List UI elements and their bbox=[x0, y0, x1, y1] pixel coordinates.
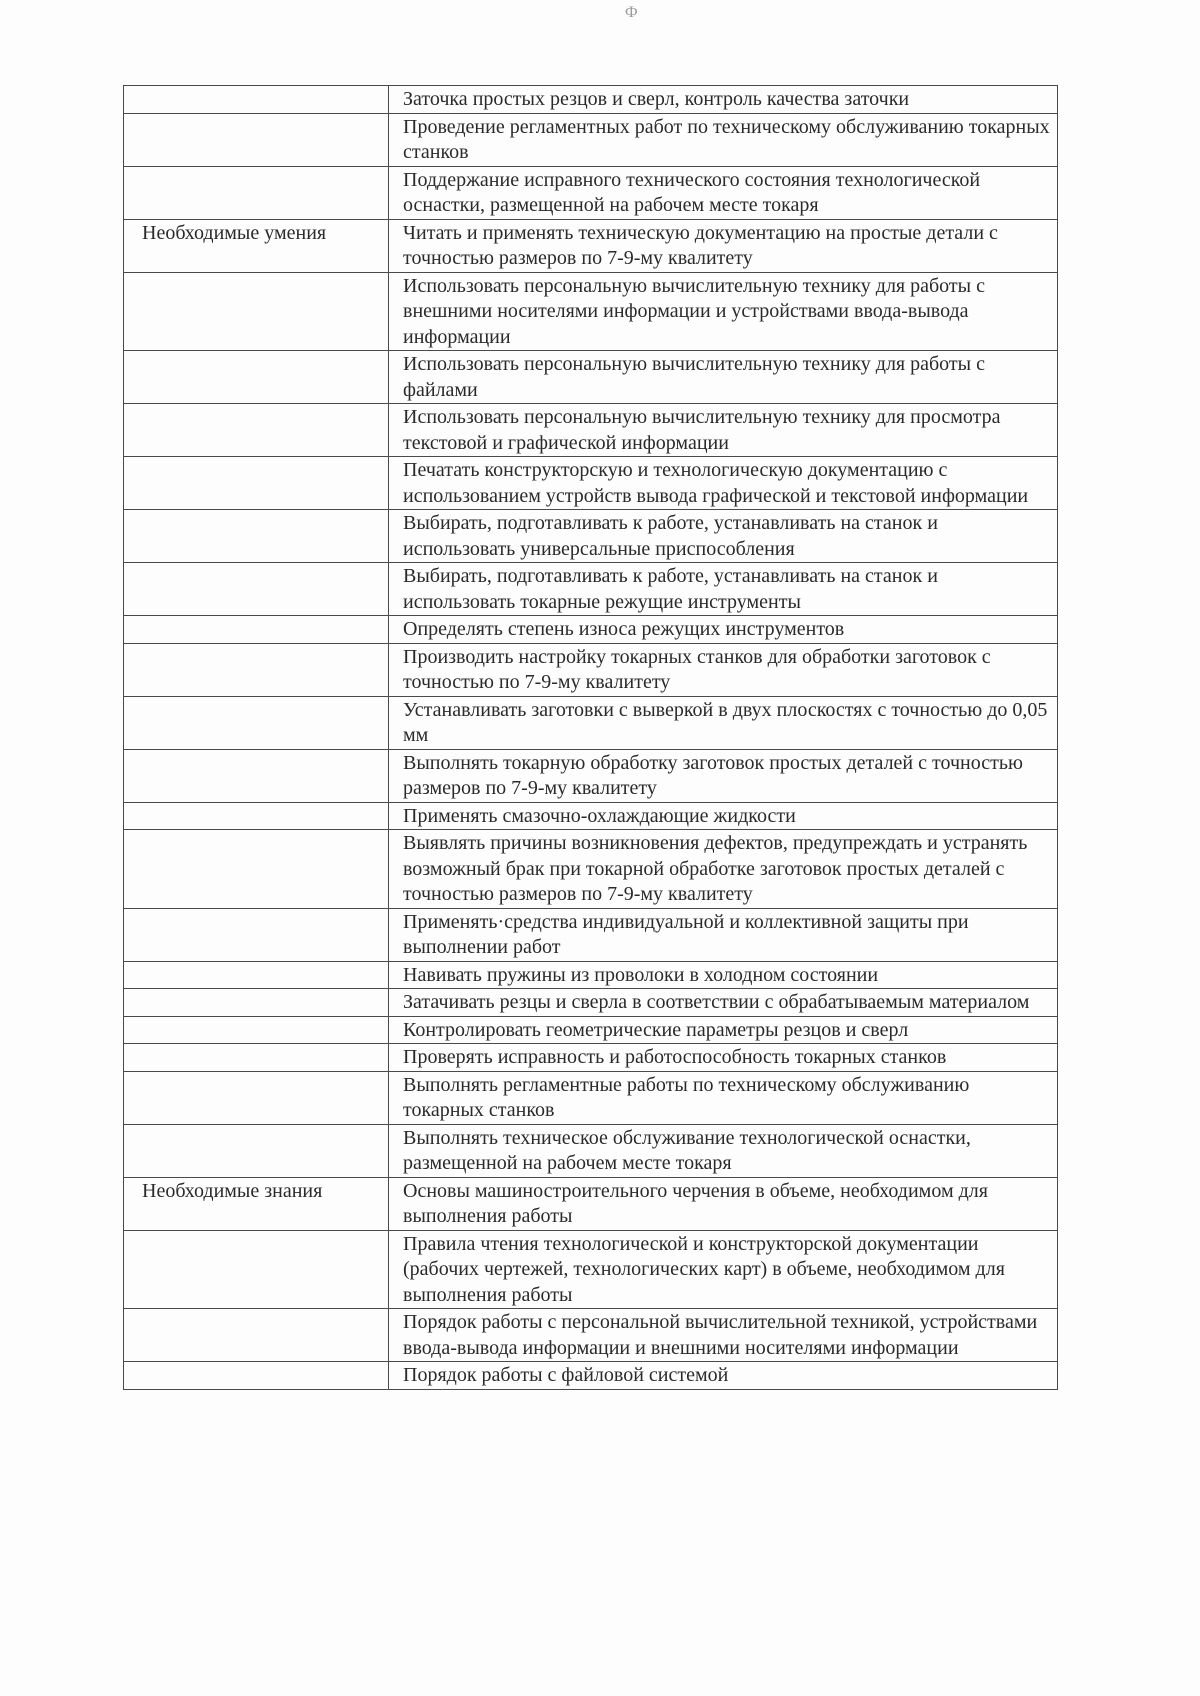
table-row bbox=[124, 749, 1058, 802]
requirement-text-cell: Выполнять техническое обслуживание технологической оснастки, размещенной на рабочем месте токаря bbox=[389, 1124, 1058, 1177]
requirement-text-cell: Читать и применять техническую документацию на простые детали с точностью размеров по 7-9-му квалитету bbox=[389, 219, 1058, 272]
section-label-cell bbox=[124, 1230, 389, 1309]
requirement-text-cell: Проверять исправность и работоспособность токарных станков bbox=[389, 1044, 1058, 1072]
section-label-cell bbox=[124, 166, 389, 219]
requirement-text-cell: Выполнять токарную обработку заготовок простых деталей с точностью размеров по 7-9-му квалитету bbox=[389, 749, 1058, 802]
requirement-text-cell: Порядок работы с файловой системой bbox=[389, 1362, 1058, 1390]
table-row bbox=[124, 272, 1058, 351]
requirement-text-cell: Устанавливать заготовки с выверкой в двух плоскостях с точностью до 0,05 мм bbox=[389, 696, 1058, 749]
section-label-cell bbox=[124, 1309, 389, 1362]
section-label-cell bbox=[124, 961, 389, 989]
requirement-text-cell: Затачивать резцы и сверла в соответствии с обрабатываемым материалом bbox=[389, 989, 1058, 1017]
table-row bbox=[124, 510, 1058, 563]
table-row bbox=[124, 1230, 1058, 1309]
section-label-cell bbox=[124, 1071, 389, 1124]
requirement-text-cell: Печатать конструкторскую и технологическую документацию с использованием устройств вывода графической и текстовой информации bbox=[389, 457, 1058, 510]
table-row bbox=[124, 563, 1058, 616]
section-label-cell bbox=[124, 351, 389, 404]
section-label-cell bbox=[124, 272, 389, 351]
requirement-text-cell: Выполнять регламентные работы по техническому обслуживанию токарных станков bbox=[389, 1071, 1058, 1124]
section-label-cell bbox=[124, 1044, 389, 1072]
table-row bbox=[124, 1071, 1058, 1124]
requirement-text-cell: Правила чтения технологической и конструкторской документации (рабочих чертежей, технологических карт) в объеме, необходимом для выполнения работы bbox=[389, 1230, 1058, 1309]
requirement-text-cell: Проведение регламентных работ по техническому обслуживанию токарных станков bbox=[389, 113, 1058, 166]
section-label-cell bbox=[124, 696, 389, 749]
table-row bbox=[124, 457, 1058, 510]
table-row bbox=[124, 219, 1058, 272]
section-label-cell bbox=[124, 1362, 389, 1390]
table-row bbox=[124, 1124, 1058, 1177]
section-label-cell bbox=[124, 616, 389, 644]
table-row bbox=[124, 1177, 1058, 1230]
table-row bbox=[124, 86, 1058, 114]
requirement-text-cell: Применять смазочно-охлаждающие жидкости bbox=[389, 802, 1058, 830]
competency-table bbox=[123, 85, 1058, 1390]
table-row bbox=[124, 1309, 1058, 1362]
requirement-text-cell: Применять·средства индивидуальной и коллективной защиты при выполнении работ bbox=[389, 908, 1058, 961]
table-body bbox=[124, 86, 1058, 1390]
requirement-text-cell: Порядок работы с персональной вычислительной техникой, устройствами ввода-вывода информации и внешними носителями информации bbox=[389, 1309, 1058, 1362]
table-row bbox=[124, 404, 1058, 457]
requirement-text-cell: Выбирать, подготавливать к работе, устанавливать на станок и использовать токарные режущие инструменты bbox=[389, 563, 1058, 616]
table-row bbox=[124, 616, 1058, 644]
section-label-cell bbox=[124, 86, 389, 114]
requirement-text-cell: Использовать персональную вычислительную технику для работы с внешними носителями информации и устройствами ввода-вывода информации bbox=[389, 272, 1058, 351]
section-label-cell bbox=[124, 510, 389, 563]
requirement-text-cell: Навивать пружины из проволоки в холодном состоянии bbox=[389, 961, 1058, 989]
section-label-cell bbox=[124, 830, 389, 909]
requirement-text-cell: Контролировать геометрические параметры резцов и сверл bbox=[389, 1016, 1058, 1044]
requirement-text-cell: Выбирать, подготавливать к работе, устанавливать на станок и использовать универсальные приспособления bbox=[389, 510, 1058, 563]
table-row bbox=[124, 802, 1058, 830]
table-row bbox=[124, 351, 1058, 404]
requirement-text-cell: Использовать персональную вычислительную технику для работы с файлами bbox=[389, 351, 1058, 404]
table-row bbox=[124, 961, 1058, 989]
table-row bbox=[124, 830, 1058, 909]
table-row bbox=[124, 113, 1058, 166]
section-label-cell: Необходимые знания bbox=[124, 1177, 389, 1230]
section-label-cell bbox=[124, 643, 389, 696]
table-row bbox=[124, 166, 1058, 219]
table-row bbox=[124, 696, 1058, 749]
page-number-mark: Ф bbox=[625, 4, 638, 21]
table-row bbox=[124, 1016, 1058, 1044]
section-label-cell: Необходимые умения bbox=[124, 219, 389, 272]
section-label-cell bbox=[124, 457, 389, 510]
requirement-text-cell: Использовать персональную вычислительную технику для просмотра текстовой и графической информации bbox=[389, 404, 1058, 457]
requirement-text-cell: Производить настройку токарных станков для обработки заготовок с точностью по 7-9-му квалитету bbox=[389, 643, 1058, 696]
table-row bbox=[124, 643, 1058, 696]
section-label-cell bbox=[124, 404, 389, 457]
requirement-text-cell: Поддержание исправного технического состояния технологической оснастки, размещенной на рабочем месте токаря bbox=[389, 166, 1058, 219]
table-row bbox=[124, 1362, 1058, 1390]
section-label-cell bbox=[124, 989, 389, 1017]
table-row bbox=[124, 908, 1058, 961]
section-label-cell bbox=[124, 1016, 389, 1044]
requirement-text-cell: Заточка простых резцов и сверл, контроль качества заточки bbox=[389, 86, 1058, 114]
section-label-cell bbox=[124, 563, 389, 616]
section-label-cell bbox=[124, 113, 389, 166]
section-label-cell bbox=[124, 749, 389, 802]
table-row bbox=[124, 1044, 1058, 1072]
requirement-text-cell: Выявлять причины возникновения дефектов, предупреждать и устранять возможный брак при токарной обработке заготовок простых деталей с точностью размеров по 7-9-му квалитету bbox=[389, 830, 1058, 909]
requirement-text-cell: Основы машиностроительного черчения в объеме, необходимом для выполнения работы bbox=[389, 1177, 1058, 1230]
requirement-text-cell: Определять степень износа режущих инструментов bbox=[389, 616, 1058, 644]
section-label-cell bbox=[124, 1124, 389, 1177]
section-label-cell bbox=[124, 802, 389, 830]
table-row bbox=[124, 989, 1058, 1017]
section-label-cell bbox=[124, 908, 389, 961]
